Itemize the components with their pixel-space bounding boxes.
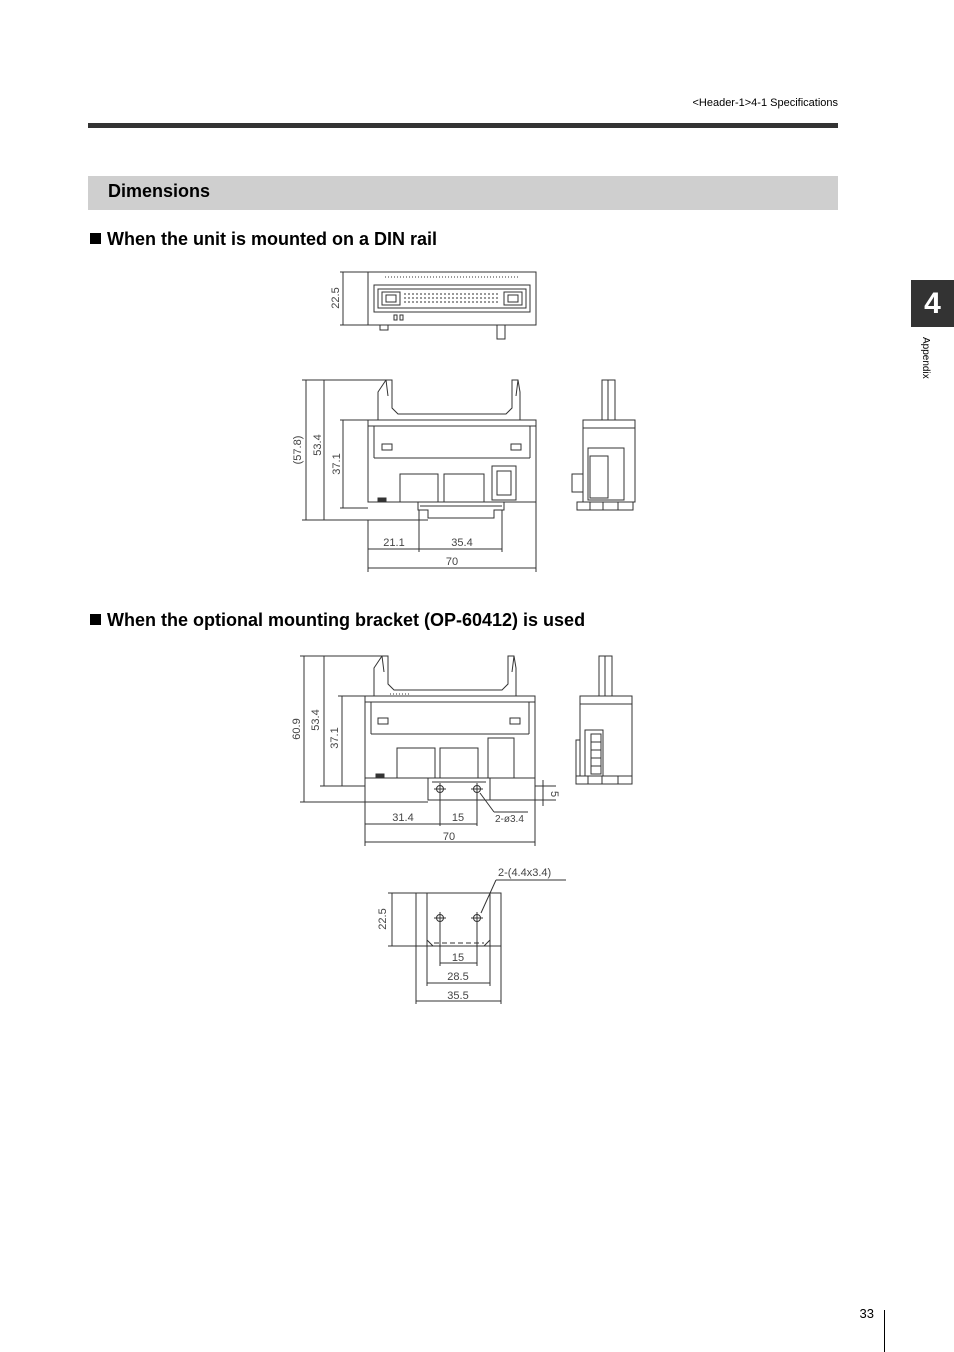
dim-slot-size: 2-(4.4x3.4) [498, 867, 552, 879]
dim-overall-height: (57.8) [292, 435, 304, 465]
dim-left-offset: 21.1 [383, 537, 405, 549]
chapter-side-label: Appendix [920, 337, 931, 379]
din-front-view [302, 380, 536, 572]
dim-bracket-offset: 5 [548, 790, 560, 798]
dim-left-offset: 31.4 [392, 812, 414, 824]
dim-width: 35.5 [447, 990, 469, 1002]
din-top-view [340, 272, 536, 339]
subsection-title: When the unit is mounted on a DIN rail [107, 229, 438, 249]
dim-overall-height: 60.9 [291, 718, 303, 740]
page-number: 33 [859, 1306, 874, 1321]
running-header: <Header-1>4-1 Specifications [692, 97, 838, 109]
dim-body-height: 37.1 [331, 453, 343, 475]
bracket-plan-view [388, 880, 566, 1004]
dim-height: 53.4 [310, 709, 322, 731]
dim-inner-pitch: 15 [451, 952, 465, 964]
dim-hole-diameter: 2-ø3.4 [495, 814, 524, 825]
section-title: Dimensions [108, 181, 211, 201]
dim-hole-pitch: 15 [451, 812, 465, 824]
dim-height: 53.4 [312, 434, 324, 456]
dim-body-height: 37.1 [329, 727, 341, 749]
din-side-view [572, 380, 635, 510]
dim-width: 70 [445, 556, 459, 568]
dim-width: 70 [442, 831, 456, 843]
dim-top-height: 22.5 [330, 287, 342, 309]
dim-mid-width: 35.4 [451, 537, 473, 549]
bracket-side-view [576, 656, 632, 784]
dim-bracket-height: 22.5 [377, 908, 389, 930]
chapter-tab: 4 [911, 280, 954, 327]
dim-mid-width: 28.5 [447, 971, 469, 983]
page-number-rule [884, 1310, 885, 1352]
subsection-title: When the optional mounting bracket (OP-60412) is used [107, 610, 586, 630]
